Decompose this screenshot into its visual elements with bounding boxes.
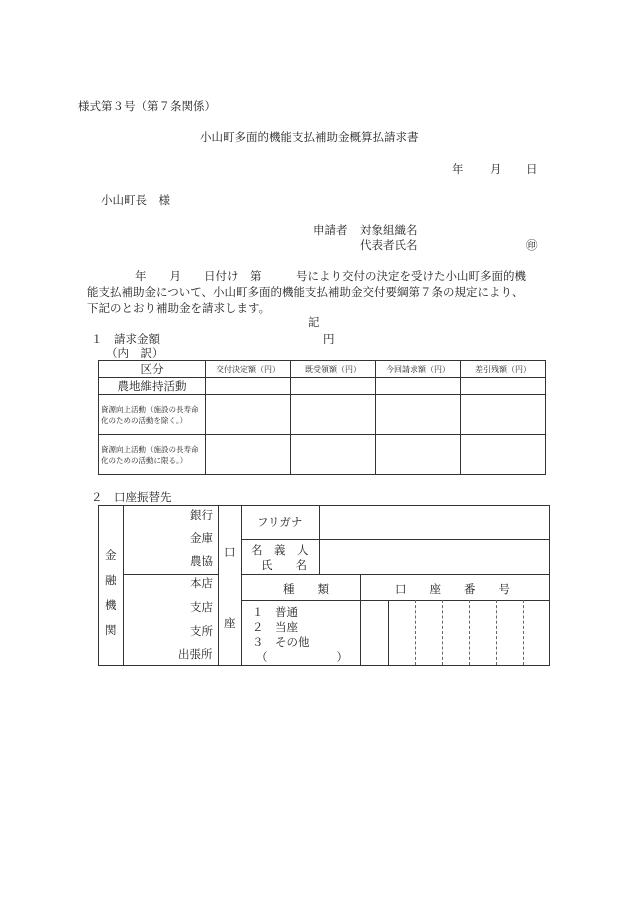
institution-type-shinkin: 金庫 <box>190 531 213 545</box>
section1-label: １ 請求金額 <box>91 332 160 346</box>
header-current-request: 今回請求額（円） <box>376 361 461 378</box>
account-holder-field[interactable] <box>321 541 547 573</box>
account-label-2: 座 <box>224 616 236 630</box>
row-category: 資源向上活動（施設の長寿命化のための活動に限る。） <box>99 435 206 475</box>
cell-decided[interactable] <box>206 378 291 395</box>
body-line: 下記のとおり補助金を請求します。 <box>87 301 271 315</box>
section2-label: ２ 口座振替先 <box>91 490 172 504</box>
account-holder-name-label: 氏 名 <box>261 558 307 572</box>
account-type-current[interactable]: ２ 当座 <box>252 620 298 634</box>
breakdown-table <box>98 360 546 475</box>
cell-remaining[interactable] <box>461 435 546 475</box>
date-month: 月 <box>490 162 502 176</box>
branch-type-sub-branch: 支所 <box>190 624 213 638</box>
cell-received[interactable] <box>291 435 376 475</box>
date-day: 日 <box>526 162 538 176</box>
furigana-label: フリガナ <box>257 515 303 529</box>
table-header-row <box>99 361 546 378</box>
amount-unit: 円 <box>323 332 335 346</box>
account-type-other[interactable]: ３ その他 <box>252 635 310 649</box>
label-char: 関 <box>105 623 117 637</box>
cell-received[interactable] <box>291 395 376 435</box>
cell-request[interactable] <box>376 395 461 435</box>
financial-institution-label <box>105 543 117 643</box>
bank-account-table <box>98 505 550 666</box>
label-char: 融 <box>105 573 117 587</box>
furigana-field[interactable] <box>321 508 547 538</box>
cell-request[interactable] <box>376 435 461 475</box>
request-body <box>87 268 542 316</box>
table-row <box>99 378 546 395</box>
branch-type-agency: 出張所 <box>178 647 213 661</box>
header-received-amount: 既受領額（円） <box>291 361 376 378</box>
label-char: 機 <box>105 598 117 612</box>
ki-marker: 記 <box>308 315 320 329</box>
cell-remaining[interactable] <box>461 378 546 395</box>
branch-type-head-office: 本店 <box>190 576 213 590</box>
branch-type-branch: 支店 <box>190 600 213 614</box>
cell-received[interactable] <box>291 378 376 395</box>
seal-mark: ㊞ <box>526 238 538 252</box>
label-char: 金 <box>105 548 117 562</box>
table-row <box>99 395 546 435</box>
breakdown-label: （内 訳） <box>106 346 164 360</box>
header-category: 区分 <box>99 361 206 378</box>
account-number-header: 口 座 番 号 <box>395 582 510 596</box>
document-title: 小山町多面的機能支払補助金概算払請求書 <box>200 130 419 144</box>
addressee: 小山町長 様 <box>101 193 170 207</box>
row-category: 資源向上活動（施設の長寿命化のための活動を除く。） <box>99 395 206 435</box>
body-line: 年 月 日付け 第 号により交付の決定を受けた小山町多面的機 <box>135 269 526 283</box>
cell-decided[interactable] <box>206 395 291 435</box>
body-line: 能支払補助金について、小山町多面的機能支払補助金交付要綱第７条の規定により、 <box>87 285 524 299</box>
institution-type-nokyo: 農協 <box>190 554 213 568</box>
form-number: 様式第３号（第７条関係） <box>78 99 216 113</box>
account-label-1: 口 <box>224 545 236 559</box>
account-type-other-field[interactable]: （ ） <box>256 650 348 664</box>
org-name-label: 対象組織名 <box>360 223 418 237</box>
header-remaining: 差引残額（円） <box>461 361 546 378</box>
account-type-ordinary[interactable]: １ 普通 <box>252 605 298 619</box>
table-row <box>99 435 546 475</box>
institution-type-bank: 銀行 <box>190 508 213 522</box>
cell-remaining[interactable] <box>461 395 546 435</box>
date-year: 年 <box>452 162 464 176</box>
row-category: 農地維持活動 <box>99 378 206 395</box>
cell-decided[interactable] <box>206 435 291 475</box>
cell-request[interactable] <box>376 378 461 395</box>
applicant-label: 申請者 <box>313 223 348 237</box>
representative-label: 代表者氏名 <box>360 238 418 252</box>
account-holder-label: 名 義 人 <box>251 543 309 557</box>
header-decided-amount: 交付決定額（円） <box>206 361 291 378</box>
account-type-header: 種 類 <box>283 582 329 596</box>
